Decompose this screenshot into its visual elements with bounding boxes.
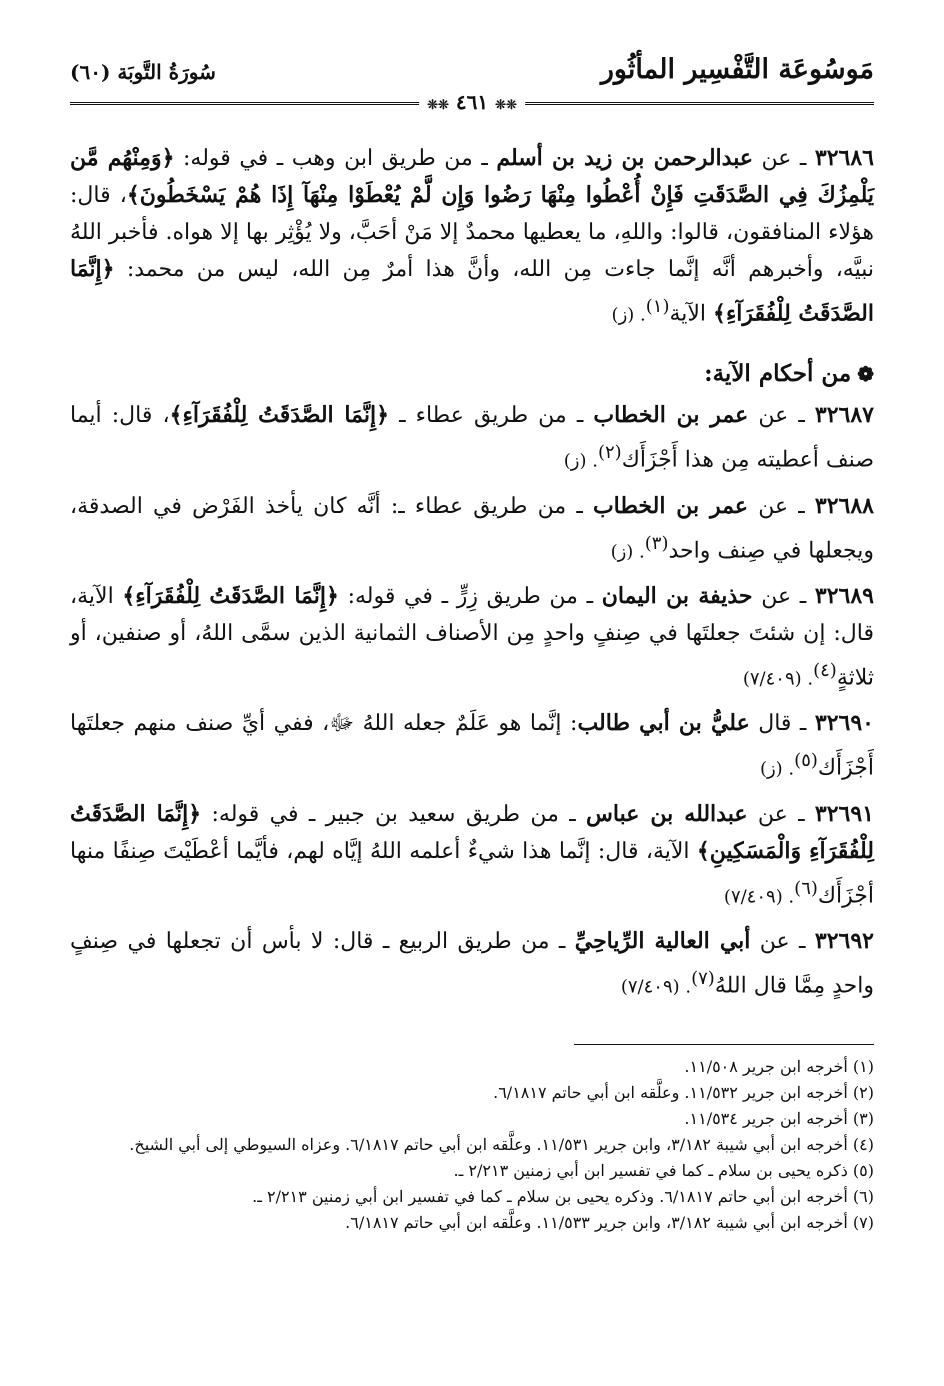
footnote-marker: (٢) <box>597 442 622 464</box>
footnote-4: (٤) أخرجه ابن أبي شيبة ٣/١٨٢، وابن جرير ١١/٥٣١. وعلَّقه ابن أبي حاتم ٦/١٨١٧. وعزاه السيوطي إلى أبي الشيخ. <box>129 1135 874 1154</box>
narration-32686 <box>70 140 874 333</box>
narration-text: الآية، قال: إن شئتَ جعلتَها في صِنفٍ واحدٍ مِن الأصناف الثمانية الذين سمَّى اللهُ، أو صنفين، أو ثلاثةٍ <box>70 583 874 691</box>
footnote-7: (٧) أخرجه ابن أبي شيبة ٣/١٨٢، وابن جرير ١١/٥٣٣. وعلَّقه ابن أبي حاتم ٦/١٨١٧. <box>345 1213 874 1232</box>
narrator-name: عبدالرحمن بن زيد بن أسلم <box>496 145 753 171</box>
narration-32691 <box>70 796 874 915</box>
source-ref: . (ز) <box>759 758 795 780</box>
footnote-marker: (٤) <box>813 659 837 681</box>
surah-title: سُورَةُ التَّوبَة (٦٠) <box>70 60 216 84</box>
footnote-marker: (٧) <box>691 967 715 989</box>
footnote-marker: (١) <box>645 296 670 317</box>
narration-text: ، قال: هؤلاء المنافقون، قالوا: واللهِ، ما يعطيها محمدٌ إلا مَنْ أحَبَّ، ولا يُؤْثِر بها إلا هواه. فأخبر اللهُ نبيَّه، وأخبرهم أنَّه إنَّما جاءت مِن الله، وأنَّ هذا أمرٌ مِن الله، ليس من محمد: <box>70 183 874 282</box>
narration-text: ـ عن <box>752 583 815 609</box>
narration-text: ـ من طريق عطاء ـ <box>388 403 594 429</box>
footnote-marker: (٣) <box>644 532 669 554</box>
quran-quote: ﴿إِنَّمَا الصَّدَقَتُ لِلْفُقَرَآءِ وَالْمَسَكِينِ﴾ <box>70 800 874 864</box>
narration-text: ـ عن <box>750 928 815 954</box>
footnote-2: (٢) أخرجه ابن جرير ١١/٥٣٢. وعلَّقه ابن أبي حاتم ٦/١٨١٧. <box>493 1083 874 1102</box>
source-ref: . (٧/٤٠٩) <box>742 668 814 690</box>
narration-text: الآية <box>669 301 714 327</box>
narration-text: ـ قال <box>749 711 815 737</box>
narration-text: ـ عن <box>748 403 815 429</box>
flower-icon: ❁ <box>857 362 874 387</box>
narration-number: ٣٢٦٨٨ <box>814 492 874 519</box>
source-ref: . (٧/٤٠٩) <box>723 885 795 907</box>
quran-quote: ﴿إِنَّمَا الصَّدَقَتُ لِلْفُقَرَآءِ﴾ <box>122 582 339 609</box>
source-ref: . (ز) <box>611 304 646 326</box>
footnote-marker: (٦) <box>794 877 818 899</box>
narrator-name: أبي العالية الرِّياحِيِّ <box>574 927 751 954</box>
narration-text: الآية، قال: إنَّما هذا شيءٌ أعلمه اللهُ إيَّاه لهم، فأيَّما أعْطَيْتَ صِنفًا منها أجْزَأَك <box>70 838 874 908</box>
book-title: مَوسُوعَة التَّفْسِير المأثُور <box>600 54 874 85</box>
narrator-name: عليُّ بن أبي طالب <box>577 710 750 737</box>
footnote-1: (١) أخرجه ابن جرير ١١/٥٠٨. <box>684 1057 874 1076</box>
footnote-5: (٥) ذكره يحيى بن سلام ـ كما في تفسير ابن أبي زمنين ٢/٢١٣ ـ. <box>453 1161 874 1180</box>
narration-text: ـ من طريق سعيد بن جبير ـ في قوله: <box>201 801 587 827</box>
source-ref: . (ز) <box>563 450 598 472</box>
page-header <box>70 54 874 114</box>
narration-number: ٣٢٦٨٦ <box>814 145 874 171</box>
narration-number: ٣٢٦٩٠ <box>814 710 874 737</box>
section-heading <box>70 355 874 393</box>
ornament-icon: ❊❊ <box>427 98 449 113</box>
narration-text: ـ عن <box>747 801 815 827</box>
section-heading-text: من أحكام الآية: <box>704 360 852 388</box>
narration-32688 <box>70 488 874 570</box>
main-content <box>70 140 874 1013</box>
narrator-name: عمر بن الخطاب <box>593 402 749 429</box>
narration-number: ٣٢٦٨٧ <box>814 402 874 429</box>
narration-text: ، قال: أيما صنف أعطيته مِن هذا أَجْزَأَك <box>70 403 874 473</box>
source-ref: . (٧/٤٠٩) <box>620 976 692 998</box>
narration-text: : إنَّما هو عَلَمٌ جعله اللهُ ﷻ، ففي أيِّ صنف منهم جعلتَها أَجْزَأَك <box>70 711 874 781</box>
narration-text: ـ من طريق عطاء ـ: أنَّه كان يأخذ الفَرْض في الصدقة، ويجعلها في صِنف واحد <box>70 493 874 563</box>
narration-32690 <box>70 705 874 787</box>
footnote-3: (٣) أخرجه ابن جرير ١١/٥٣٤. <box>684 1109 874 1128</box>
narration-number: ٣٢٦٩١ <box>814 800 874 827</box>
narration-32692 <box>70 923 874 1005</box>
narrator-name: عبدالله بن عباس <box>586 800 748 827</box>
narration-text: ـ عن <box>748 493 815 519</box>
narrator-name: حذيفة بن اليمان <box>601 582 753 609</box>
narration-text: ـ من طريق الربيع ـ قال: لا بأس أن تجعلها في صِنفٍ واحدٍ مِمَّا قال اللهُ <box>70 928 874 999</box>
quran-quote: ﴿وَمِنْهُم مَّن يَلْمِزُكَ فِي الصَّدَقَتِ فَإِنْ أُعْطُوا مِنْهَا رَضُوا وَإِن لَّمْ يُعْطَوْا مِنْهَآ إِذَا هُمْ يَسْخَطُونَ﴾ <box>70 145 874 208</box>
ornament-icon: ❊❊ <box>495 98 517 113</box>
footnote-marker: (٥) <box>794 750 818 772</box>
narrator-name: عمر بن الخطاب <box>592 492 749 519</box>
narration-32689 <box>70 578 874 697</box>
page-number-box <box>419 90 525 114</box>
footnote-6: (٦) أخرجه ابن أبي حاتم ٦/١٨١٧. وذكره يحيى بن سلام ـ كما في تفسير ابن أبي زمنين ٢/٢١٣ ـ. <box>252 1187 874 1206</box>
narration-32687 <box>70 397 874 479</box>
narration-text: ـ عن <box>752 146 815 171</box>
source-ref: . (ز) <box>610 540 645 562</box>
quran-quote: ﴿إِنَّمَا الصَّدَقَتُ لِلْفُقَرَآءِ﴾ <box>70 256 874 327</box>
page-number: ٤٦١ <box>455 90 489 114</box>
footnotes <box>70 1054 874 1236</box>
footnote-separator <box>574 1044 874 1045</box>
narration-number: ٣٢٦٨٩ <box>814 582 874 609</box>
narration-number: ٣٢٦٩٢ <box>814 927 874 954</box>
quran-quote: ﴿إِنَّمَا الصَّدَقَتُ لِلْفُقَرَآءِ﴾ <box>169 402 389 429</box>
narration-text: ـ من طريق زِرٍّ ـ في قوله: <box>338 583 602 609</box>
narration-text: ـ من طريق ابن وهب ـ في قوله: <box>174 146 497 171</box>
